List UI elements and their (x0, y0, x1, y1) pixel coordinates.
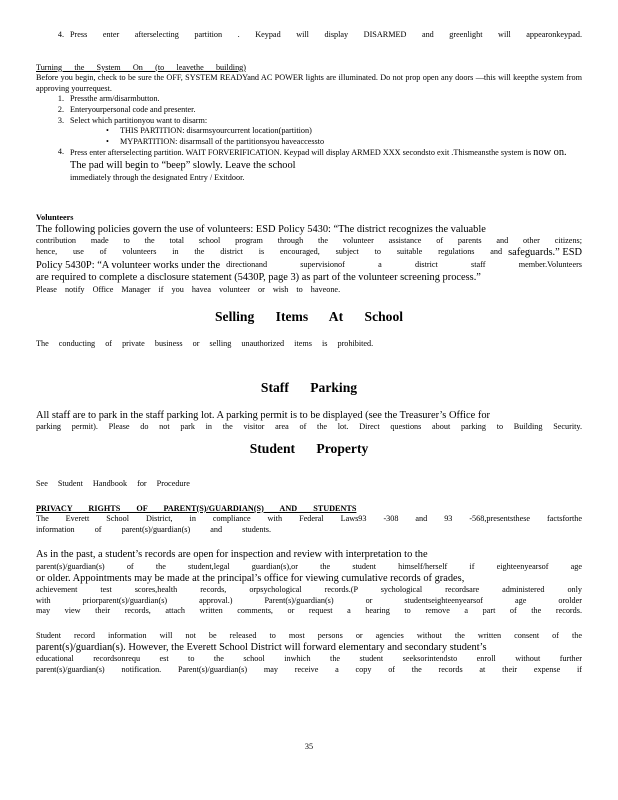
list-text: THIS PARTITION: disarmsyourcurrent location(partition) (120, 126, 312, 136)
volunteers-line-3 (36, 247, 582, 260)
list-text: MYPARTITION: disarmsall of the partitionsyou haveaccessto (120, 136, 325, 146)
list-item (44, 147, 582, 183)
student-property-text: See Student Handbook for Procedure (36, 479, 190, 489)
parking-line-1: All staff are to park in the staff parking lot. A parking permit is to be displayed (see the Treasurer’s Office for (36, 409, 490, 421)
page-number: 35 (304, 742, 314, 751)
privacy-p1-line-2: information of parent(s)/guardian(s) and students. (36, 524, 272, 534)
selling-text: The conducting of private business or selling unauthorized items is prohibited. (36, 339, 374, 349)
list-number: 2. (57, 104, 64, 114)
list-text: Pressthe arm/disarmbutton. (70, 94, 160, 104)
volunteers-line-6: Please notify Office Manager if you havea volunteer or wish to haveone. (36, 284, 341, 294)
list-text: Press enter afterselecting partition . Keypad will display DISARMED and greenlight will appearonkeypad. (70, 30, 582, 39)
section-title-privacy: PRIVACY RIGHTS OF PARENT(S)/GUARDIAN(S) AND STUDENTS (36, 503, 357, 513)
list-number: 4. (57, 30, 64, 39)
list-text: Enteryourpersonal code and presenter. (70, 104, 196, 114)
privacy-p3-line-3: educational recordsonrequ est to the school inwhich the student seeksorintendsto enroll without further (36, 654, 582, 664)
privacy-p2-line-4: achievement test scores,health records, orpsychological records.(P sychological recordsare administered only (36, 585, 582, 595)
privacy-p2-line-5: with priorparent(s)/guardian(s) approval.) Parent(s)/guardian(s) or studentseighteenyearsof age orolder (36, 595, 582, 605)
list-item (106, 137, 582, 148)
privacy-p2-line-1: As in the past, a student’s records are open for inspection and review with interpretation to the (36, 549, 428, 561)
bullet-icon: • (106, 126, 109, 136)
list-text: Select which partitionyou want to disarm: (70, 115, 208, 125)
list-number: 4. (57, 147, 64, 157)
list-item (44, 105, 582, 116)
privacy-p2-line-6: may view their records, attach written comments, or request a hearing to remove a part of the records. (36, 606, 582, 616)
list-text (70, 147, 582, 183)
volunteers-line-4 (36, 260, 582, 273)
privacy-p2-line-3: or older. Appointments may be made at the principal’s office for viewing cumulative records of grades, (36, 572, 465, 584)
list-number: 1. (57, 94, 64, 104)
volunteers-line-4b: directionand supervisionof a district staff member.Volunteers (226, 259, 582, 269)
section-title-parking: Staff Parking (260, 379, 358, 395)
section-title-volunteers: Volunteers (36, 213, 74, 223)
turning-on-step-4 (36, 147, 582, 183)
privacy-p3-line-1: Student record information will not be released to most persons or agencies without the written consent of the (36, 631, 582, 640)
privacy-p3-line-2: parent(s)/guardian(s). However, the Everett School District will forward elementary and secondary student’s (36, 641, 487, 653)
section-title-selling: Selling Items At School (214, 309, 404, 325)
turning-on-steps (36, 94, 582, 126)
section-title-turning-on: Turning the System On (to leavethe building) (36, 62, 246, 72)
volunteers-line-5: are required to complete a disclosure statement (5430P, page 3) as part of the volunteer screening process.” (36, 272, 481, 284)
volunteers-line-1: The following policies govern the use of volunteers: ESD Policy 5430: “The district recognizes the valuable (36, 223, 486, 235)
privacy-p1-line-1: The Everett School District, in compliance with Federal Laws93 -308 and 93 -568,presentsthese factsforthe (36, 514, 582, 524)
volunteers-line-2: contribution made to the total school program through the volunteer assistance of parents and other citizens; (36, 236, 582, 246)
privacy-p2-line-2: parent(s)/guardian(s) of the student,legal guardian(s),or the student himself/herself if eighteenyearsof age (36, 562, 582, 572)
list-item (44, 94, 582, 105)
section-title-student-property: Student Property (249, 441, 369, 457)
volunteers-line-4a: Policy 5430P: “A volunteer works under the (36, 259, 221, 271)
turning-on-intro: Before you begin, check to be sure the OFF, SYSTEM READYand AC POWER lights are illuminated. Do not prop open any doors —this will keepthe system from approving yourrequest. (36, 73, 582, 93)
step-4-text-end: immediately through the designated Entry / Exitdoor. (70, 172, 245, 182)
privacy-p3-line-4: parent(s)/guardian(s) notification. Parent(s)/guardian(s) may receive a copy of the records at their expense if (36, 664, 582, 674)
bullet-icon: • (106, 136, 109, 146)
list-item (44, 116, 582, 127)
parking-line-2: parking permit). Please do not park in the visitor area of the lot. Direct questions about parking to Building Security. (36, 422, 582, 432)
list-item (106, 126, 582, 137)
list-item (44, 30, 582, 41)
step-4-text-small: Press enter afterselecting partition. WAIT FORVERIFICATION. Keypad will display ARMED XXX secondsto exit .Thismeansthe system is (70, 148, 532, 158)
volunteers-line-3b: safeguards.” ESD (508, 246, 582, 258)
arming-steps-continued (36, 30, 582, 41)
volunteers-line-3a: hence, use of volunteers in the district is encouraged, subject to suitable regulations and (36, 246, 503, 256)
step-4-text-large: now on. The pad will begin to “beep” slowly. Leave the school (70, 147, 567, 171)
list-number: 3. (57, 115, 64, 125)
partition-options (36, 126, 582, 147)
